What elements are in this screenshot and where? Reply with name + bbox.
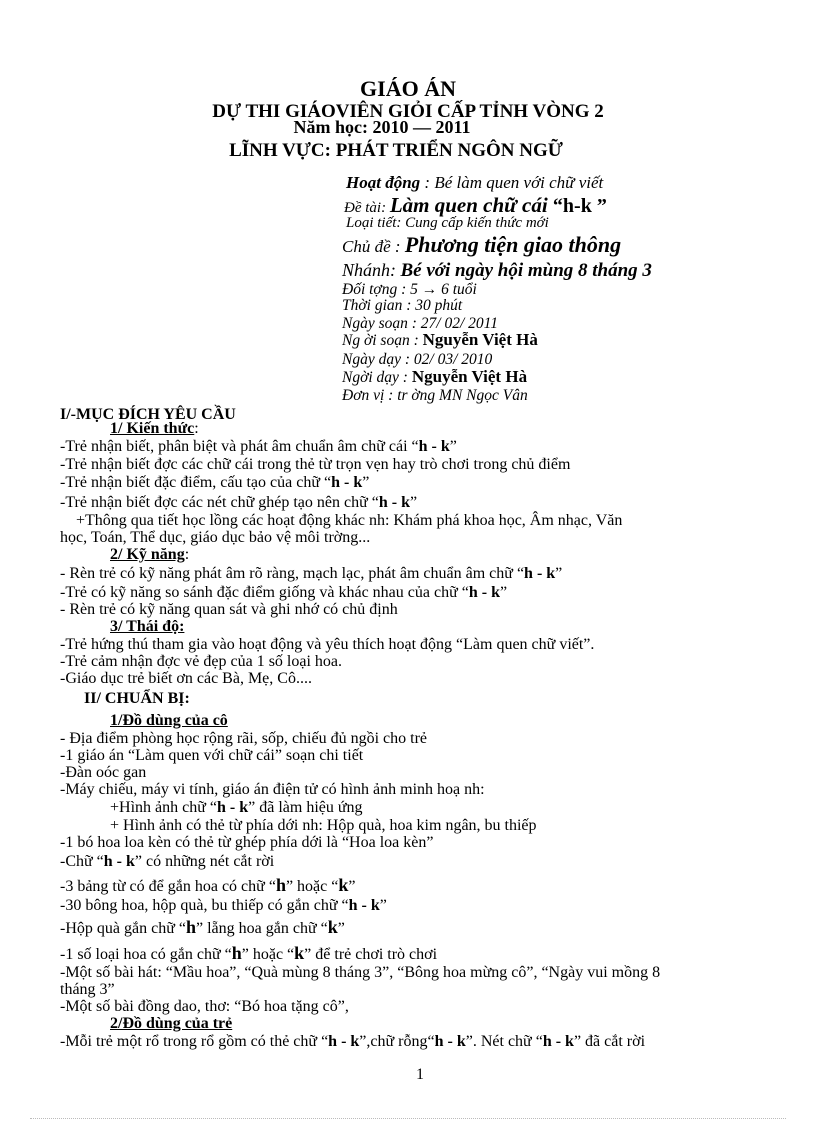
prep-date: Ngày soạn : 27/ 02/ 2011 xyxy=(342,315,498,332)
child-materials-heading: 2/Đồ dùng của trẻ xyxy=(110,1015,233,1032)
attitude-heading: 3/ Thái độ: xyxy=(110,618,185,635)
author-label: Ng ời soạn : xyxy=(342,332,423,349)
field-title: LĨNH VỰC: PHÁT TRIỂN NGÔN NGỮ xyxy=(229,140,563,161)
knowledge-item-cont: học, Toán, Thể dục, giáo dục bảo vệ môi trờng... xyxy=(60,529,371,546)
teacher-material-item: -Chữ “h - k” có những nét cắt rời xyxy=(60,853,275,870)
skills-heading-line: 2/ Kỹ năng: xyxy=(110,546,190,563)
attitude-item: -Giáo dục trẻ biết ơn các Bà, Mẹ, Cô.... xyxy=(60,670,312,687)
teacher-material-item: + Hình ảnh có thẻ từ phía dới nh: Hộp quà, hoa kim ngân, bu thiếp xyxy=(110,817,537,834)
teacher-material-item: -1 giáo án “Làm quen với chữ cái” soạn chi tiết xyxy=(60,747,364,764)
page-bottom-border xyxy=(30,1118,786,1119)
audience: Đối tợng : 5 → 6 tuổi xyxy=(342,281,477,298)
skill-item: - Rèn trẻ có kỹ năng phát âm rõ ràng, mạch lạc, phát âm chuẩn âm chữ “h - k” xyxy=(60,565,563,582)
lesson-type: Loại tiết: Cung cấp kiến thức mới xyxy=(346,215,549,231)
knowledge-item: +Thông qua tiết học lồng các hoạt động khác nh: Khám phá khoa học, Âm nhạc, Văn xyxy=(76,512,623,529)
theme-line xyxy=(342,232,621,261)
teach-date: Ngày dạy : 02/ 03/ 2010 xyxy=(342,351,493,368)
teacher-materials-heading: 1/Đồ dùng của cô xyxy=(110,712,228,729)
knowledge-item: -Trẻ nhận biết đợc các chữ cái trong thẻ từ trọn vẹn hay trò chơi trong chủ điểm xyxy=(60,456,571,473)
knowledge-item: -Trẻ nhận biết đặc điểm, cấu tạo của chữ “h - k” xyxy=(60,474,370,491)
skills-heading: 2/ Kỹ năng xyxy=(110,546,185,563)
teacher-line xyxy=(342,367,527,388)
teacher-material-item: -30 bông hoa, hộp quà, bu thiếp có gắn chữ “h - k” xyxy=(60,897,387,914)
contest-title: DỰ THI GIÁOVIÊN GIỎI CẤP TỈNH VÒNG 2 xyxy=(212,101,604,122)
teacher-material-item: +Hình ảnh chữ “h - k” đã làm hiệu ứng xyxy=(110,799,363,816)
skill-item: -Trẻ có kỹ năng so sánh đặc điểm giống và khác nhau của chữ “h - k” xyxy=(60,584,508,601)
teacher-material-item: -Hộp quà gắn chữ “h” lẵng hoa gắn chữ “k” xyxy=(60,917,345,937)
teacher-material-item: - Địa điểm phòng học rộng rãi, sốp, chiếu đủ ngồi cho trẻ xyxy=(60,730,428,747)
knowledge-item: -Trẻ nhận biết, phân biệt và phát âm chuẩn âm chữ cái “h - k” xyxy=(60,438,457,455)
activity-label: Hoạt động xyxy=(346,173,421,192)
teacher-material-item: -1 số loại hoa có gắn chữ “h” hoặc “k” để trẻ chơi trò chơi xyxy=(60,943,438,963)
page-number: 1 xyxy=(416,1066,424,1083)
knowledge-heading: 1/ Kiến thức xyxy=(110,420,195,437)
knowledge-item: -Trẻ nhận biết đợc các nét chữ ghép tạo nên chữ “h - k” xyxy=(60,494,418,511)
skill-item: - Rèn trẻ có kỹ năng quan sát và ghi nhớ có chủ định xyxy=(60,601,398,618)
section1-heading: I/-MỤC ĐÍCH YÊU CẦU xyxy=(60,406,236,423)
unit: Đơn vị : tr ờng MN Ngọc Vân xyxy=(342,387,528,404)
topic-letters: “h-k ” xyxy=(552,195,607,217)
teacher-material-item: -Máy chiếu, máy vi tính, giáo án điện tử có hình ảnh minh hoạ nh: xyxy=(60,781,485,798)
section2-heading: II/ CHUẨN BỊ: xyxy=(84,690,190,707)
theme-value: Phương tiện giao thông xyxy=(404,232,622,257)
teacher-material-item: -Một số bài hát: “Mầu hoa”, “Quà mùng 8 tháng 3”, “Bông hoa mừng cô”, “Ngày vui mồng 8 xyxy=(60,964,661,981)
attitude-item: -Trẻ hứng thú tham gia vào hoạt động và yêu thích hoạt động “Làm quen chữ viết”. xyxy=(60,636,595,653)
teacher-material-item-cont: tháng 3” xyxy=(60,981,115,998)
page-title: GIÁO ÁN xyxy=(360,76,456,101)
teacher-name: Nguyễn Việt Hà xyxy=(411,367,528,386)
knowledge-heading-line: 1/ Kiến thức: xyxy=(110,420,199,437)
teacher-material-item: -Đàn oóc gan xyxy=(60,764,147,781)
teacher-material-item: -3 bảng từ có để gắn hoa có chữ “h” hoặc “k” xyxy=(60,875,356,895)
theme-label: Chủ đề : xyxy=(342,237,405,256)
activity-line xyxy=(346,173,603,193)
branch-label: Nhánh: xyxy=(342,260,401,280)
teacher-material-item: -1 bó hoa loa kèn có thẻ từ ghép phía dới là “Hoa loa kèn” xyxy=(60,834,434,851)
attitude-item: -Trẻ cảm nhận đợc vẻ đẹp của 1 số loại hoa. xyxy=(60,653,343,670)
child-material-item: -Mỗi trẻ một rổ trong rổ gồm có thẻ chữ “h - k”,chữ rỗng“h - k”. Nét chữ “h - k” đã cắt rời xyxy=(60,1033,646,1050)
topic-label: Đề tài: xyxy=(344,200,390,216)
author-line xyxy=(342,330,538,351)
duration: Thời gian : 30 phút xyxy=(342,297,463,314)
activity-value: : Bé làm quen với chữ viết xyxy=(420,173,604,192)
topic-value: Làm quen chữ cái xyxy=(389,193,553,217)
author-name: Nguyễn Việt Hà xyxy=(422,330,538,349)
teacher-label: Ngời dạy : xyxy=(342,369,412,386)
branch-value: Bé với ngày hội mùng 8 tháng 3 xyxy=(400,260,652,281)
teacher-material-item: -Một số bài đồng dao, thơ: “Bó hoa tặng cô”, xyxy=(60,998,349,1015)
school-year: Năm học: 2010 — 2011 xyxy=(293,117,471,137)
